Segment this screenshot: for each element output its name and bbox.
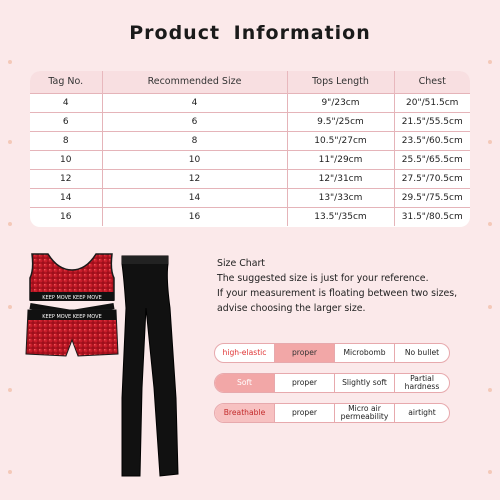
table-row: [30, 169, 470, 188]
decor-dot: [8, 388, 12, 392]
shorts-band-text: KEEP MOVE KEEP MOVE: [42, 314, 102, 320]
feature-option: proper: [275, 404, 335, 422]
feature-option: Micro air permeability: [335, 404, 395, 422]
size-chart-line: If your measurement is floating between two sizes,: [217, 288, 458, 299]
leggings: [122, 256, 178, 476]
cell-tag: 14: [30, 188, 102, 207]
header-tops-length: Tops Length: [287, 71, 394, 93]
feature-elasticity: [214, 343, 450, 363]
cell-chest: 29.5"/75.5cm: [394, 188, 470, 207]
crop-band-text: KEEP MOVE KEEP MOVE: [42, 295, 102, 301]
cell-tag: 4: [30, 93, 102, 112]
cell-tag: 10: [30, 150, 102, 169]
cell-tops-length: 13.5"/35cm: [287, 207, 394, 226]
cell-tops-length: 11"/29cm: [287, 150, 394, 169]
feature-option-selected: proper: [275, 344, 335, 362]
feature-option: Microbomb: [335, 344, 395, 362]
feature-softness: [214, 373, 450, 393]
cell-tops-length: 9.5"/25cm: [287, 112, 394, 131]
header-tag-no: Tag No.: [30, 71, 102, 93]
cell-tops-length: 10.5"/27cm: [287, 131, 394, 150]
size-chart-line: advise choosing the larger size.: [217, 303, 366, 314]
decor-dot: [8, 305, 12, 309]
decor-dot: [8, 60, 12, 64]
cell-tag: 8: [30, 131, 102, 150]
page-title: Product Information: [129, 22, 371, 44]
cell-tops-length: 13"/33cm: [287, 188, 394, 207]
cell-size: 12: [102, 169, 287, 188]
cell-chest: 25.5"/65.5cm: [394, 150, 470, 169]
cell-chest: 20"/51.5cm: [394, 93, 470, 112]
decor-dot: [8, 140, 12, 144]
decor-dot: [8, 470, 12, 474]
cell-tag: 6: [30, 112, 102, 131]
feature-option: Partial hardness: [404, 374, 440, 391]
header-chest: Chest: [394, 71, 470, 93]
cell-size: 4: [102, 93, 287, 112]
table-header-row: [30, 71, 470, 93]
cell-tops-length: 12"/31cm: [287, 169, 394, 188]
size-chart-line: The suggested size is just for your reference.: [217, 273, 429, 284]
feature-option: proper: [275, 374, 335, 392]
table-row: [30, 188, 470, 207]
feature-breathability: [214, 403, 450, 423]
cell-size: 16: [102, 207, 287, 226]
cell-size: 8: [102, 131, 287, 150]
size-chart-heading: Size Chart: [217, 258, 265, 269]
table-row: [30, 207, 470, 226]
cell-size: 6: [102, 112, 287, 131]
feature-option: Slightly soft: [335, 374, 395, 392]
feature-label: Soft: [215, 374, 275, 392]
feature-label: Breathable: [215, 404, 275, 422]
cell-size: 10: [102, 150, 287, 169]
decor-dot: [488, 60, 492, 64]
cell-tops-length: 9"/23cm: [287, 93, 394, 112]
size-table: [30, 71, 470, 226]
cell-tag: 12: [30, 169, 102, 188]
cell-size: 14: [102, 188, 287, 207]
cell-tag: 16: [30, 207, 102, 226]
table-row: [30, 93, 470, 112]
table-row: [30, 150, 470, 169]
decor-dot: [488, 305, 492, 309]
table-row: [30, 131, 470, 150]
product-image: [18, 248, 198, 488]
size-chart-note: [217, 256, 487, 316]
decor-dot: [488, 222, 492, 226]
leggings-waistband: [122, 256, 168, 264]
feature-label: high-elastic: [215, 344, 275, 362]
cell-chest: 31.5"/80.5cm: [394, 207, 470, 226]
decor-dot: [488, 470, 492, 474]
size-table-card: [30, 71, 470, 227]
cell-chest: 27.5"/70.5cm: [394, 169, 470, 188]
decor-dot: [8, 222, 12, 226]
table-row: [30, 112, 470, 131]
header-recommended-size: Recommended Size: [102, 71, 287, 93]
feature-option: No bullet: [404, 348, 440, 357]
feature-option: airtight: [408, 408, 436, 417]
decor-dot: [488, 140, 492, 144]
cell-chest: 21.5"/55.5cm: [394, 112, 470, 131]
cell-chest: 23.5"/60.5cm: [394, 131, 470, 150]
decor-dot: [488, 388, 492, 392]
